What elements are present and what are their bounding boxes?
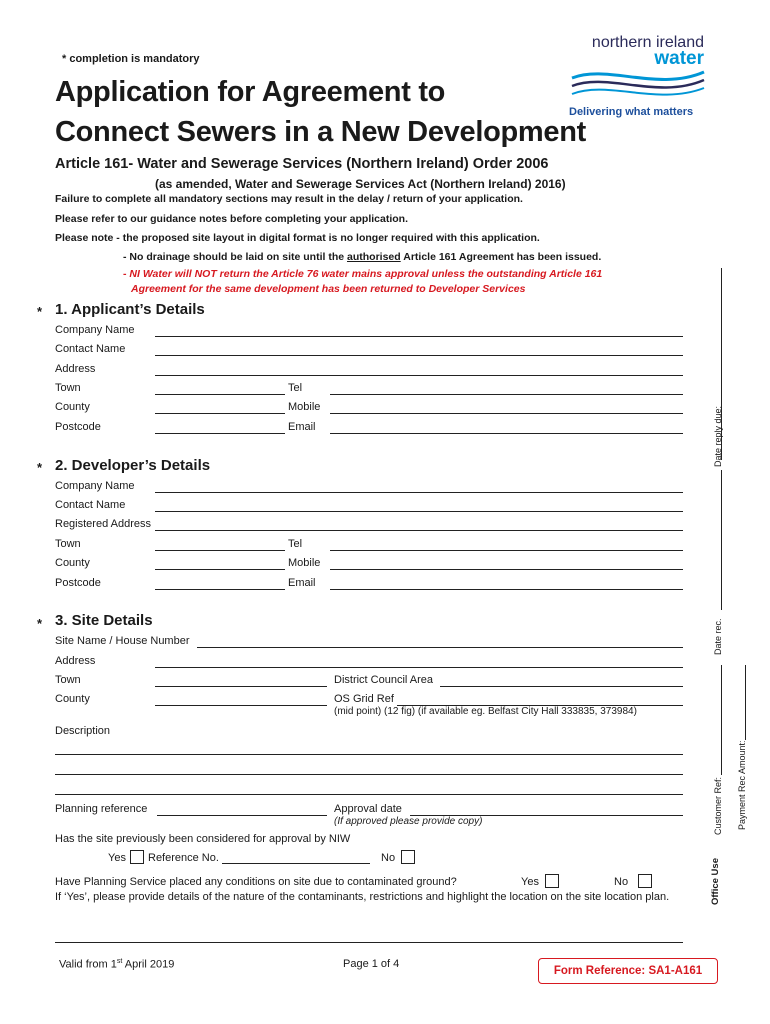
s3-reference-label: Reference No. — [148, 852, 219, 864]
s1-mobile-field[interactable] — [330, 413, 683, 414]
s3-contaminated-no-checkbox[interactable] — [638, 874, 652, 888]
s2-tel-label: Tel — [288, 538, 303, 550]
s3-address-field[interactable] — [155, 667, 683, 668]
s2-mobile-label: Mobile — [288, 557, 321, 569]
s3-sitename-field[interactable] — [197, 647, 683, 648]
amended-heading: (as amended, Water and Sewerage Services Act (Northern Ireland) 2016) — [155, 177, 566, 191]
s1-postcode-label: Postcode — [55, 421, 101, 433]
s3-considered-no-checkbox[interactable] — [401, 850, 415, 864]
s3-considered-yes-checkbox[interactable] — [130, 850, 144, 864]
s1-town-field[interactable] — [155, 394, 285, 395]
please-note — [55, 232, 540, 244]
section2-star: * — [37, 460, 43, 475]
s3-planning-field[interactable] — [157, 815, 327, 816]
section3-heading: 3. Site Details — [55, 612, 153, 629]
s1-county-field[interactable] — [155, 413, 285, 414]
s1-contact-label: Contact Name — [55, 343, 126, 355]
s1-company-field[interactable] — [155, 336, 683, 337]
section2-heading: 2. Developer’s Details — [55, 457, 211, 474]
failure-note: Failure to complete all mandatory sections may result in the delay / return of your application. — [55, 193, 523, 205]
s3-district-label: District Council Area — [334, 674, 434, 686]
s3-district-field[interactable] — [440, 686, 683, 687]
s3-county-field[interactable] — [155, 705, 327, 706]
logo-line2: water — [654, 48, 704, 69]
s3-detail-line[interactable] — [55, 942, 683, 943]
drainage-note-post: Article 161 Agreement has been issued. — [400, 251, 602, 263]
article-heading: Article 161- Water and Sewerage Services (Northern Ireland) Order 2006 — [55, 156, 549, 172]
office-date-reply-label: Date reply due: — [713, 405, 723, 467]
drainage-note — [123, 251, 601, 263]
s3-contaminated-yes-label: Yes — [521, 876, 539, 888]
drainage-note-pre: - No drainage should be laid on site until the — [123, 251, 348, 263]
logo-tagline: Delivering what matters — [569, 106, 694, 118]
s1-county-label: County — [55, 401, 90, 413]
s2-tel-field[interactable] — [330, 550, 683, 551]
article76-line2: Agreement for the same development has been returned to Developer Services — [131, 283, 526, 295]
s3-considered-no-label: No — [381, 852, 396, 864]
s3-county-label: County — [55, 693, 90, 705]
s2-mobile-field[interactable] — [330, 569, 683, 570]
logo-wave-icon — [568, 64, 708, 106]
s3-description-label: Description — [55, 725, 111, 737]
s1-company-label: Company Name — [55, 324, 135, 336]
s2-email-field[interactable] — [330, 589, 683, 590]
s3-considered-yes-label: Yes — [108, 852, 126, 864]
please-note-text: - the proposed site layout in digital format is no longer required with this application. — [113, 232, 540, 244]
drainage-note-underlined: authorised — [347, 251, 401, 263]
s3-contaminated-detail: If ‘Yes’, please provide details of the nature of the contaminants, restrictions and highlight the location on the site location plan. — [55, 891, 670, 903]
s2-email-label: Email — [288, 577, 316, 589]
page-title-line1: Application for Agreement to — [55, 76, 446, 108]
s3-town-field[interactable] — [155, 686, 327, 687]
s3-description-line2[interactable] — [55, 774, 683, 775]
section1-star: * — [37, 304, 43, 319]
s3-contaminated-question: Have Planning Service placed any conditions on site due to contaminated ground? — [55, 876, 457, 888]
s1-address-label: Address — [55, 363, 96, 375]
article76-line1: NI Water will NOT return the Article 76 water mains approval unless the outstanding Article 161 — [129, 268, 603, 280]
page-title-line2: Connect Sewers in a New Development — [55, 116, 586, 148]
s3-approval-label: Approval date — [334, 803, 402, 815]
please-note-label: Please note — [55, 232, 114, 244]
s1-mobile-label: Mobile — [288, 401, 321, 413]
s1-tel-field[interactable] — [330, 394, 683, 395]
section3-star: * — [37, 616, 43, 631]
s1-email-label: Email — [288, 421, 316, 433]
form-reference: Form Reference: SA1-A161 — [538, 958, 718, 984]
s3-town-label: Town — [55, 674, 81, 686]
s2-postcode-field[interactable] — [155, 589, 285, 590]
article76-note — [123, 268, 602, 280]
s3-description-line1[interactable] — [55, 754, 683, 755]
s2-regaddress-label: Registered Address — [55, 518, 151, 530]
office-date-rec-label: Date rec. — [713, 618, 723, 655]
guidance-note: Please refer to our guidance notes before completing your application. — [55, 213, 408, 225]
valid-from-sup: st — [116, 958, 123, 965]
s1-postcode-field[interactable] — [155, 433, 285, 434]
s3-osgrid-hint: (mid point) (12 fig) (if available eg. Belfast City Hall 333835, 373984) — [334, 706, 637, 717]
s2-contact-label: Contact Name — [55, 499, 126, 511]
s3-description-line3[interactable] — [55, 794, 683, 795]
s2-county-label: County — [55, 557, 90, 569]
section1-heading: 1. Applicant’s Details — [55, 301, 205, 318]
valid-from-post: April 2019 — [122, 958, 175, 971]
valid-from — [59, 958, 174, 971]
ni-water-logo — [560, 34, 710, 124]
s3-osgrid-label: OS Grid Ref — [334, 693, 394, 705]
office-payment-line[interactable] — [745, 665, 746, 740]
s3-sitename-label: Site Name / House Number — [55, 635, 190, 647]
s3-contaminated-no-label: No — [614, 876, 629, 888]
office-customer-ref-label: Customer Ref: — [713, 776, 723, 835]
s3-contaminated-yes-checkbox[interactable] — [545, 874, 559, 888]
s2-contact-field[interactable] — [155, 511, 683, 512]
s3-reference-field[interactable] — [222, 863, 370, 864]
article76-dash: - — [123, 268, 130, 280]
valid-from-pre: Valid from 1 — [59, 958, 117, 971]
mandatory-note: * completion is mandatory — [62, 53, 200, 65]
office-date-rec-line[interactable] — [721, 470, 722, 610]
office-customer-ref-line[interactable] — [721, 665, 722, 775]
s1-email-field[interactable] — [330, 433, 683, 434]
s1-tel-label: Tel — [288, 382, 303, 394]
office-payment-label: Payment Rec Amount: — [737, 740, 747, 830]
s3-approval-hint: (If approved please provide copy) — [334, 816, 483, 827]
s2-postcode-label: Postcode — [55, 577, 101, 589]
s3-address-label: Address — [55, 655, 96, 667]
s1-address-field[interactable] — [155, 375, 683, 376]
s2-company-label: Company Name — [55, 480, 135, 492]
s1-town-label: Town — [55, 382, 81, 394]
s2-town-label: Town — [55, 538, 81, 550]
s2-town-field[interactable] — [155, 550, 285, 551]
office-use-label: Office Use — [710, 858, 721, 905]
s1-contact-field[interactable] — [155, 355, 683, 356]
s3-considered-question: Has the site previously been considered for approval by NIW — [55, 833, 351, 845]
page-number: Page 1 of 4 — [343, 958, 400, 970]
s2-regaddress-field[interactable] — [155, 530, 683, 531]
s2-county-field[interactable] — [155, 569, 285, 570]
s2-company-field[interactable] — [155, 492, 683, 493]
s3-planning-label: Planning reference — [55, 803, 148, 815]
logo-line1: northern ireland — [591, 34, 704, 51]
